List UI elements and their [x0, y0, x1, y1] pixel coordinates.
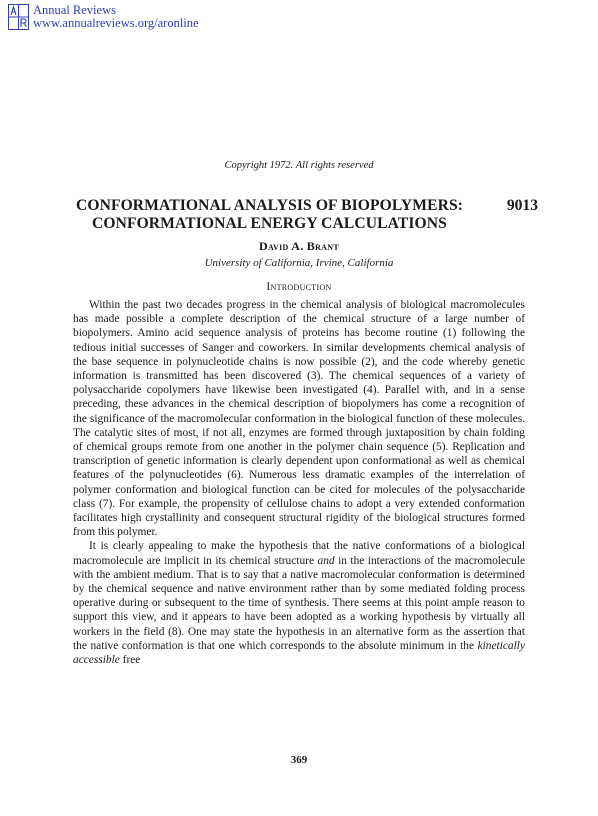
author-name: David A. Brant — [259, 239, 339, 253]
article-title — [76, 197, 463, 233]
header — [8, 4, 199, 30]
publisher-url-link[interactable]: www.annualreviews.org/aronline — [33, 16, 199, 30]
author-affiliation: University of California, Irvine, California — [204, 257, 394, 269]
paragraph-2-emphasis-kinetic: kinetically accessible — [73, 639, 525, 667]
copyright-notice: Copyright 1972. All rights reserved — [224, 160, 374, 171]
title-line-2: CONFORMATIONAL ENERGY CALCULATIONS — [92, 215, 447, 232]
paragraph-2-part-a: It is clearly appealing to make the hypothesis that the native conformations of a biological macromolecule are implicit in its chemical structure — [73, 540, 525, 567]
section-heading: Introduction — [266, 281, 332, 293]
publisher-name: Annual Reviews — [33, 3, 116, 17]
article-number: 9013 — [506, 197, 538, 214]
paragraph-2-part-b: in the interactions of the macromolecule with the ambient medium. That is to say that a native macromolecular conformation is determined by the chemical sequence and native environment rather than by some mediated folding process operative during or subsequent to the time of synthesis. There seems at this point ample reason to support this view, and it appears to have been adopted as a working hypothesis by virtually all workers in the field (8). One may state the hypothesis in an alternative form as the assertion that the native conformation is that one which corresponds to the absolute minimum in the — [73, 554, 525, 652]
paragraph-2-emphasis-and: and — [317, 554, 335, 567]
page-number: 369 — [290, 754, 308, 766]
title-line-1: CONFORMATIONAL ANALYSIS OF BIOPOLYMERS: — [76, 197, 464, 214]
paragraph-2 — [73, 539, 525, 667]
article-body — [73, 298, 525, 667]
paragraph-1: Within the past two decades progress in the chemical analysis of biological macromolecules has made possible a complete description of the chemical structure of a large number of biopolymers. Amino acid sequence analysis of proteins has become routine (1) following the tedious initial successes of Sanger and coworkers. In similar developments chemical analysis of the base sequence in polynucleotide chains is now possible (2), and the code whereby genetic information is transmitted has been discovered (3). The chemical sequences of a variety of polysaccharide copolymers have likewise been investigated (4). Parallel with, and in a sense preceding, these advances in the chemical description of biopolymers has come a recognition of the significance of the macromolecular conformation in the biological function of these molecules. The catalytic sites of most, if not all, enzymes are formed through juxtaposition by chain folding of chemical groups remote from one another in the polymer chain sequence (5). Replication and transcription of genetic information is clearly dependent upon conformational as well as chemical features of the polynucleotides (6). Numerous less dramatic examples of the interrelation of polymer conformation and biological function can be cited for molecules of the polysaccharide class (7). For example, the propensity of cellulose chains to adopt a very extended conformation facilitates high crystallinity and consequent structural rigidity of the biological structures formed from this polymer. — [73, 299, 525, 539]
paragraph-2-part-c: free — [119, 654, 141, 667]
annual-reviews-logo-icon — [8, 4, 29, 30]
